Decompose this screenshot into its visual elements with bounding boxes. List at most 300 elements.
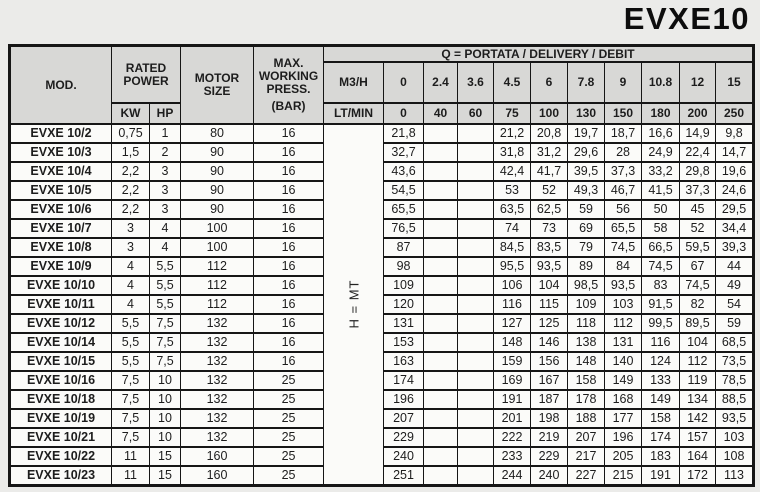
head-value-cell: 244 [494, 466, 531, 485]
hp-cell: 10 [150, 428, 181, 447]
head-value-cell: 19,6 [716, 162, 754, 181]
head-value-cell [424, 162, 458, 181]
hp-cell: 10 [150, 409, 181, 428]
m3h-value-header: 12 [680, 62, 716, 103]
head-value-cell: 148 [494, 333, 531, 352]
head-value-cell [424, 238, 458, 257]
head-value-cell: 113 [716, 466, 754, 485]
head-value-cell: 120 [384, 295, 424, 314]
head-value-cell [458, 276, 494, 295]
head-value-cell: 59 [716, 314, 754, 333]
hp-header: HP [150, 103, 181, 124]
kw-cell: 4 [112, 257, 150, 276]
m3h-row-label: M3/H [324, 62, 384, 103]
head-value-cell: 98,5 [568, 276, 605, 295]
pressure-cell: 16 [254, 295, 324, 314]
head-value-cell: 65,5 [384, 200, 424, 219]
head-value-cell: 46,7 [605, 181, 642, 200]
head-value-cell: 109 [384, 276, 424, 295]
head-value-cell: 83,5 [531, 238, 568, 257]
head-value-cell: 215 [605, 466, 642, 485]
hp-cell: 15 [150, 447, 181, 466]
head-value-cell: 174 [642, 428, 680, 447]
model-cell: EVXE 10/2 [10, 124, 112, 143]
pressure-cell: 16 [254, 124, 324, 143]
pressure-cell: 16 [254, 162, 324, 181]
pressure-cell: 25 [254, 428, 324, 447]
m3h-value-header: 7.8 [568, 62, 605, 103]
pressure-cell: 25 [254, 466, 324, 485]
head-value-cell [424, 181, 458, 200]
head-value-cell: 93,5 [531, 257, 568, 276]
model-cell: EVXE 10/22 [10, 447, 112, 466]
motor-size-cell: 90 [181, 200, 254, 219]
head-value-cell: 168 [605, 390, 642, 409]
head-value-cell: 68,5 [716, 333, 754, 352]
head-value-cell: 191 [494, 390, 531, 409]
pressure-cell: 25 [254, 409, 324, 428]
hp-cell: 3 [150, 181, 181, 200]
head-value-cell: 54 [716, 295, 754, 314]
head-value-cell: 49 [716, 276, 754, 295]
head-value-cell: 142 [680, 409, 716, 428]
col-header-motor-size: MOTOR SIZE [181, 46, 254, 125]
head-value-cell: 63,5 [494, 200, 531, 219]
pressure-cell: 16 [254, 143, 324, 162]
head-value-cell: 74,5 [605, 238, 642, 257]
head-value-cell: 219 [531, 428, 568, 447]
m3h-value-header: 10.8 [642, 62, 680, 103]
kw-header: KW [112, 103, 150, 124]
head-value-cell [458, 143, 494, 162]
head-value-cell: 66,5 [642, 238, 680, 257]
pressure-cell: 16 [254, 352, 324, 371]
kw-cell: 3 [112, 238, 150, 257]
ltmin-value-header: 0 [384, 103, 424, 124]
ltmin-value-header: 100 [531, 103, 568, 124]
motor-size-cell: 132 [181, 352, 254, 371]
head-value-cell: 159 [494, 352, 531, 371]
head-value-cell: 116 [494, 295, 531, 314]
head-value-cell: 33,2 [642, 162, 680, 181]
head-value-cell [458, 295, 494, 314]
model-cell: EVXE 10/6 [10, 200, 112, 219]
head-value-cell: 217 [568, 447, 605, 466]
head-value-cell: 32,7 [384, 143, 424, 162]
pressure-cell: 16 [254, 181, 324, 200]
head-value-cell: 127 [494, 314, 531, 333]
motor-size-cell: 90 [181, 143, 254, 162]
head-value-cell [424, 428, 458, 447]
page-title: EVXE10 [623, 1, 750, 36]
head-value-cell: 106 [494, 276, 531, 295]
head-value-cell [458, 447, 494, 466]
head-value-cell [458, 333, 494, 352]
head-value-cell: 87 [384, 238, 424, 257]
head-value-cell: 108 [716, 447, 754, 466]
head-value-cell: 118 [568, 314, 605, 333]
kw-cell: 2,2 [112, 162, 150, 181]
hp-cell: 5,5 [150, 276, 181, 295]
head-value-cell: 58 [642, 219, 680, 238]
head-value-cell: 198 [531, 409, 568, 428]
head-value-cell: 191 [642, 466, 680, 485]
hp-cell: 2 [150, 143, 181, 162]
hp-cell: 1 [150, 124, 181, 143]
head-value-cell: 39,5 [568, 162, 605, 181]
hp-cell: 15 [150, 466, 181, 485]
head-value-cell: 207 [384, 409, 424, 428]
bar-unit-label: (BAR) [271, 99, 306, 113]
head-value-cell [424, 371, 458, 390]
motor-size-cell: 160 [181, 447, 254, 466]
head-value-cell: 45 [680, 200, 716, 219]
motor-size-cell: 132 [181, 314, 254, 333]
motor-size-cell: 100 [181, 238, 254, 257]
pressure-cell: 16 [254, 257, 324, 276]
head-value-cell [458, 219, 494, 238]
head-value-cell: 56 [605, 200, 642, 219]
head-value-cell: 158 [642, 409, 680, 428]
hp-cell: 4 [150, 238, 181, 257]
kw-cell: 0,75 [112, 124, 150, 143]
kw-cell: 2,2 [112, 200, 150, 219]
kw-cell: 5,5 [112, 352, 150, 371]
m3h-value-header: 9 [605, 62, 642, 103]
head-value-cell [424, 447, 458, 466]
head-value-cell: 82 [680, 295, 716, 314]
ltmin-value-header: 40 [424, 103, 458, 124]
kw-cell: 2,2 [112, 181, 150, 200]
motor-size-cell: 132 [181, 428, 254, 447]
head-value-cell [424, 314, 458, 333]
head-value-cell: 207 [568, 428, 605, 447]
motor-size-cell: 132 [181, 371, 254, 390]
model-cell: EVXE 10/4 [10, 162, 112, 181]
head-value-cell [458, 314, 494, 333]
kw-cell: 7,5 [112, 409, 150, 428]
head-value-cell: 222 [494, 428, 531, 447]
model-cell: EVXE 10/23 [10, 466, 112, 485]
head-value-cell: 20,8 [531, 124, 568, 143]
head-value-cell [424, 276, 458, 295]
hp-cell: 3 [150, 200, 181, 219]
head-value-cell: 174 [384, 371, 424, 390]
kw-cell: 11 [112, 466, 150, 485]
head-value-cell [458, 409, 494, 428]
ltmin-value-header: 75 [494, 103, 531, 124]
head-value-cell: 43,6 [384, 162, 424, 181]
head-value-cell [458, 371, 494, 390]
head-value-cell: 42,4 [494, 162, 531, 181]
head-value-cell: 59,5 [680, 238, 716, 257]
head-value-cell: 104 [531, 276, 568, 295]
head-value-cell [458, 181, 494, 200]
head-value-cell: 53 [494, 181, 531, 200]
head-value-cell: 41,5 [642, 181, 680, 200]
head-value-cell: 28 [605, 143, 642, 162]
head-value-cell: 196 [384, 390, 424, 409]
head-value-cell: 19,7 [568, 124, 605, 143]
head-unit-cell [324, 124, 384, 485]
head-value-cell: 83 [642, 276, 680, 295]
model-cell: EVXE 10/5 [10, 181, 112, 200]
head-value-cell: 187 [531, 390, 568, 409]
head-value-cell [424, 390, 458, 409]
head-value-cell: 29,5 [716, 200, 754, 219]
head-value-cell: 112 [680, 352, 716, 371]
head-value-cell: 98 [384, 257, 424, 276]
head-value-cell [458, 162, 494, 181]
head-value-cell: 169 [494, 371, 531, 390]
head-value-cell [424, 200, 458, 219]
m3h-value-header: 2.4 [424, 62, 458, 103]
head-value-cell: 251 [384, 466, 424, 485]
head-value-cell: 112 [605, 314, 642, 333]
head-value-cell [424, 257, 458, 276]
head-value-cell: 50 [642, 200, 680, 219]
head-value-cell: 205 [605, 447, 642, 466]
head-value-cell [458, 390, 494, 409]
pressure-cell: 25 [254, 390, 324, 409]
ltmin-value-header: 130 [568, 103, 605, 124]
head-value-cell: 18,7 [605, 124, 642, 143]
model-cell: EVXE 10/16 [10, 371, 112, 390]
head-value-cell [458, 352, 494, 371]
head-value-cell: 65,5 [605, 219, 642, 238]
head-value-cell: 240 [384, 447, 424, 466]
head-value-cell: 84,5 [494, 238, 531, 257]
kw-cell: 11 [112, 447, 150, 466]
model-cell: EVXE 10/12 [10, 314, 112, 333]
h-mt-vertical-label: H = MT [346, 279, 362, 329]
head-value-cell: 157 [680, 428, 716, 447]
head-value-cell: 153 [384, 333, 424, 352]
head-value-cell: 103 [716, 428, 754, 447]
pressure-cell: 16 [254, 333, 324, 352]
head-value-cell [424, 295, 458, 314]
head-value-cell: 146 [531, 333, 568, 352]
head-value-cell: 109 [568, 295, 605, 314]
m3h-value-header: 3.6 [458, 62, 494, 103]
ltmin-value-header: 60 [458, 103, 494, 124]
head-value-cell: 59 [568, 200, 605, 219]
head-value-cell: 149 [605, 371, 642, 390]
head-value-cell: 227 [568, 466, 605, 485]
head-value-cell: 14,9 [680, 124, 716, 143]
head-value-cell: 177 [605, 409, 642, 428]
head-value-cell: 88,5 [716, 390, 754, 409]
head-value-cell: 52 [531, 181, 568, 200]
kw-cell: 4 [112, 276, 150, 295]
head-value-cell [458, 238, 494, 257]
head-value-cell [458, 466, 494, 485]
head-value-cell: 62,5 [531, 200, 568, 219]
kw-cell: 3 [112, 219, 150, 238]
hp-cell: 10 [150, 390, 181, 409]
head-value-cell: 41,7 [531, 162, 568, 181]
head-value-cell: 91,5 [642, 295, 680, 314]
head-value-cell [458, 124, 494, 143]
m3h-value-header: 0 [384, 62, 424, 103]
pressure-cell: 16 [254, 276, 324, 295]
model-cell: EVXE 10/19 [10, 409, 112, 428]
head-value-cell: 34,4 [716, 219, 754, 238]
head-value-cell: 131 [605, 333, 642, 352]
kw-cell: 5,5 [112, 333, 150, 352]
head-value-cell: 93,5 [605, 276, 642, 295]
head-value-cell: 148 [568, 352, 605, 371]
hp-cell: 7,5 [150, 352, 181, 371]
head-value-cell: 233 [494, 447, 531, 466]
hp-cell: 7,5 [150, 314, 181, 333]
model-cell: EVXE 10/3 [10, 143, 112, 162]
head-value-cell: 37,3 [605, 162, 642, 181]
head-value-cell: 158 [568, 371, 605, 390]
head-value-cell [458, 257, 494, 276]
head-value-cell [424, 409, 458, 428]
head-value-cell: 93,5 [716, 409, 754, 428]
head-value-cell: 99,5 [642, 314, 680, 333]
head-value-cell [424, 124, 458, 143]
m3h-value-header: 4.5 [494, 62, 531, 103]
head-value-cell: 52 [680, 219, 716, 238]
ltmin-value-header: 180 [642, 103, 680, 124]
head-value-cell: 125 [531, 314, 568, 333]
kw-cell: 1,5 [112, 143, 150, 162]
head-value-cell: 74,5 [680, 276, 716, 295]
pressure-cell: 16 [254, 238, 324, 257]
head-value-cell [424, 352, 458, 371]
head-value-cell [458, 428, 494, 447]
pressure-cell: 25 [254, 447, 324, 466]
col-header-mod: MOD. [10, 46, 112, 125]
head-value-cell: 240 [531, 466, 568, 485]
head-value-cell: 73,5 [716, 352, 754, 371]
head-value-cell: 156 [531, 352, 568, 371]
head-value-cell: 14,7 [716, 143, 754, 162]
model-cell: EVXE 10/18 [10, 390, 112, 409]
motor-size-cell: 132 [181, 409, 254, 428]
pressure-cell: 16 [254, 219, 324, 238]
hp-cell: 3 [150, 162, 181, 181]
head-value-cell: 31,8 [494, 143, 531, 162]
ltmin-value-header: 250 [716, 103, 754, 124]
head-value-cell: 89,5 [680, 314, 716, 333]
model-cell: EVXE 10/9 [10, 257, 112, 276]
head-value-cell: 140 [605, 352, 642, 371]
head-value-cell: 9,8 [716, 124, 754, 143]
head-value-cell: 37,3 [680, 181, 716, 200]
m3h-value-header: 6 [531, 62, 568, 103]
head-value-cell: 22,4 [680, 143, 716, 162]
model-cell: EVXE 10/10 [10, 276, 112, 295]
head-value-cell: 183 [642, 447, 680, 466]
motor-size-cell: 90 [181, 162, 254, 181]
motor-size-cell: 100 [181, 219, 254, 238]
head-value-cell: 67 [680, 257, 716, 276]
head-value-cell: 79 [568, 238, 605, 257]
hp-cell: 10 [150, 371, 181, 390]
head-value-cell: 188 [568, 409, 605, 428]
ltmin-row-label: LT/MIN [324, 103, 384, 124]
pressure-cell: 25 [254, 371, 324, 390]
head-value-cell: 196 [605, 428, 642, 447]
head-value-cell: 29,8 [680, 162, 716, 181]
head-value-cell [458, 200, 494, 219]
ltmin-value-header: 150 [605, 103, 642, 124]
model-cell: EVXE 10/11 [10, 295, 112, 314]
model-cell: EVXE 10/8 [10, 238, 112, 257]
hp-cell: 5,5 [150, 257, 181, 276]
head-value-cell: 69 [568, 219, 605, 238]
head-value-cell: 133 [642, 371, 680, 390]
head-value-cell [424, 466, 458, 485]
head-value-cell: 44 [716, 257, 754, 276]
head-value-cell: 49,3 [568, 181, 605, 200]
head-value-cell: 119 [680, 371, 716, 390]
max-working-press-label: MAX. WORKING PRESS. [258, 56, 319, 96]
head-value-cell: 131 [384, 314, 424, 333]
head-value-cell: 21,8 [384, 124, 424, 143]
head-value-cell: 229 [531, 447, 568, 466]
motor-size-cell: 90 [181, 181, 254, 200]
model-cell: EVXE 10/21 [10, 428, 112, 447]
head-value-cell: 172 [680, 466, 716, 485]
head-value-cell: 73 [531, 219, 568, 238]
kw-cell: 7,5 [112, 371, 150, 390]
col-header-rated-power: RATED POWER [112, 46, 181, 104]
head-value-cell [424, 333, 458, 352]
head-value-cell [424, 143, 458, 162]
kw-cell: 4 [112, 295, 150, 314]
model-cell: EVXE 10/15 [10, 352, 112, 371]
col-header-max-working-press [254, 46, 324, 125]
head-value-cell: 115 [531, 295, 568, 314]
motor-size-cell: 112 [181, 276, 254, 295]
ltmin-value-header: 200 [680, 103, 716, 124]
head-value-cell: 21,2 [494, 124, 531, 143]
head-value-cell: 29,6 [568, 143, 605, 162]
head-value-cell: 167 [531, 371, 568, 390]
head-value-cell: 74,5 [642, 257, 680, 276]
head-value-cell: 201 [494, 409, 531, 428]
head-value-cell: 24,6 [716, 181, 754, 200]
head-value-cell: 116 [642, 333, 680, 352]
kw-cell: 5,5 [112, 314, 150, 333]
head-value-cell: 103 [605, 295, 642, 314]
pressure-cell: 16 [254, 314, 324, 333]
model-cell: EVXE 10/14 [10, 333, 112, 352]
head-value-cell: 95,5 [494, 257, 531, 276]
head-value-cell: 164 [680, 447, 716, 466]
head-value-cell: 31,2 [531, 143, 568, 162]
head-value-cell: 134 [680, 390, 716, 409]
kw-cell: 7,5 [112, 428, 150, 447]
head-value-cell: 149 [642, 390, 680, 409]
hp-cell: 7,5 [150, 333, 181, 352]
motor-size-cell: 112 [181, 257, 254, 276]
pressure-cell: 16 [254, 200, 324, 219]
head-value-cell: 16,6 [642, 124, 680, 143]
head-value-cell: 178 [568, 390, 605, 409]
hp-cell: 5,5 [150, 295, 181, 314]
q-delivery-header: Q = PORTATA / DELIVERY / DEBIT [324, 46, 754, 63]
motor-size-cell: 160 [181, 466, 254, 485]
model-cell: EVXE 10/7 [10, 219, 112, 238]
motor-size-cell: 112 [181, 295, 254, 314]
motor-size-cell: 132 [181, 390, 254, 409]
